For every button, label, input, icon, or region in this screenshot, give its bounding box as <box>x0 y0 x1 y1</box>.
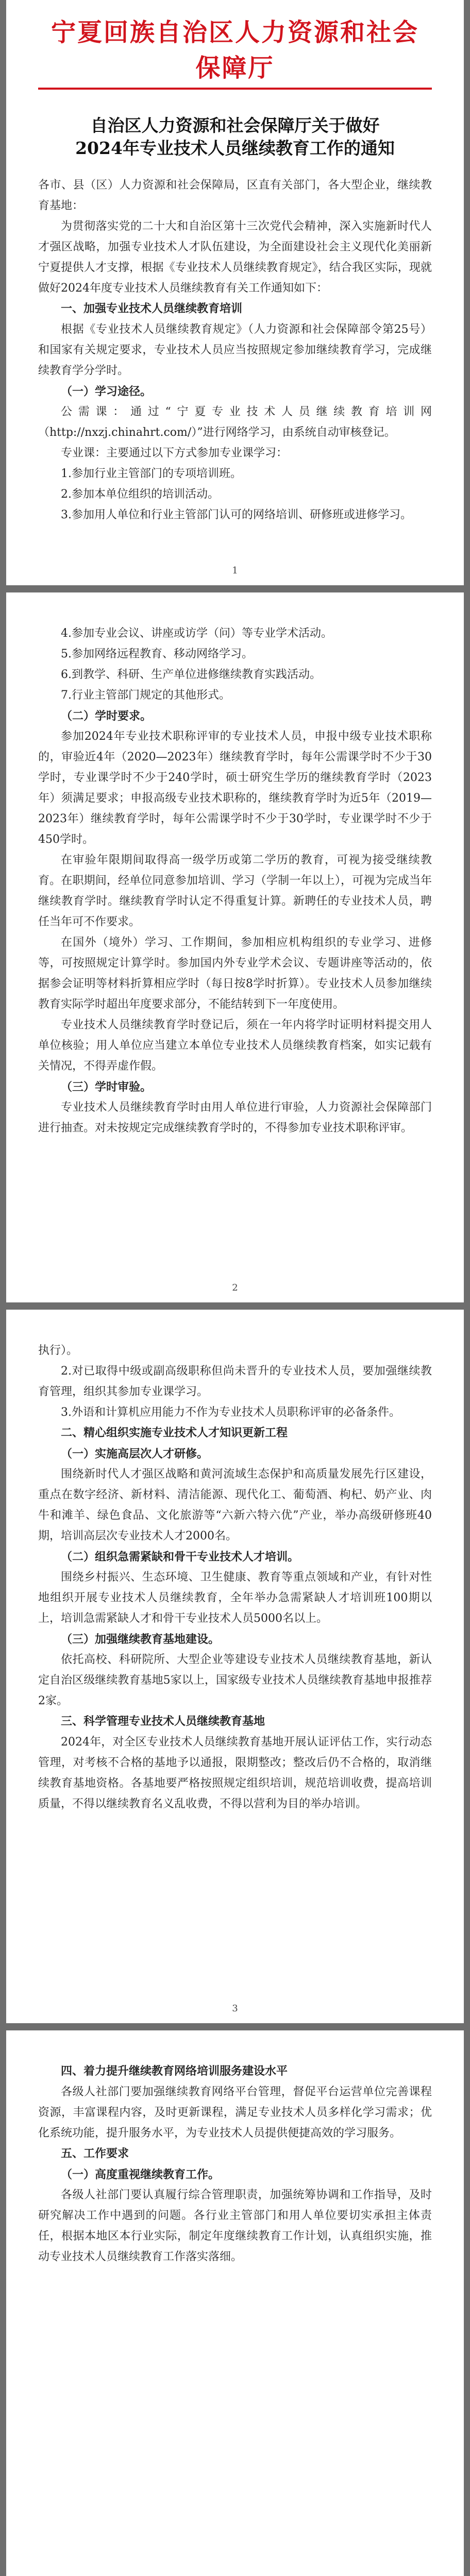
section-2-1-paragraph: 围绕新时代人才强区战略和黄河流域生态保护和高质量发展先行区建设，重点在数字经济、新材料、清洁能源、现代化工、葡萄酒、枸杞、奶产业、肉牛和滩羊、绿色食品、文化旅游等“六新六特六优”产业，举办高级研修班40期，培训高层次专业技术人才2000名。 <box>38 1468 432 1543</box>
section-5-1-heading: （一）高度重视继续教育工作。 <box>61 2168 220 2181</box>
section-1-2-paragraph-3: 在国外（境外）学习、工作期间，参加相应机构组织的专业学习、进修等，可按照规定计算学时。参加国内外专业学术会议、专题讲座等活动的，依据参会证明等材料折算相应学时（每日按8学时折算）。专业技术人员参加继续教育实际学时超出年度要求部分，不能结转到下一年度使用。 <box>38 936 432 1011</box>
section-1-2-paragraph-2: 在审验年限期间取得高一级学历或第二学历的教育，可视为接受继续教育。在职期间，经单位同意参加培训、学习（学制一年以上），可视为完成当年继续教育学时。继续教育学时认定不得重复计算。新聘任的专业技术人员，聘任当年可不作要求。 <box>38 854 432 928</box>
section-5-heading: 五、工作要求 <box>61 2147 129 2160</box>
document-page-3 <box>6 1310 464 2023</box>
list-item: 7.行业主管部门规定的其他形式。 <box>61 689 230 702</box>
page-number: 3 <box>232 2003 238 2014</box>
section-4-paragraph: 各级人社部门要加强继续教育网络平台管理，督促平台运营单位完善课程资源，丰富课程内容，及时更新课程，满足专业技术人员多样化学习需求；优化系统功能，提升服务水平，为专业技术人员提供便捷高效的学习服务。 <box>38 2086 432 2140</box>
section-1-2-paragraph: 参加2024年专业技术职称评审的专业技术人员，申报中级专业技术职称的，审验近4年（2020—2023年）继续教育学时，每年公需课学时不少于30学时，专业课学时不少于240学时，硕士研究生学历的继续教育学时（2023年）须满足要求；申报高级专业技术职称的，继续教育学时为近5年（2019—2023年）继续教育学时，每年公需课学时不少于30学时，专业课学时不少于450学时。 <box>38 730 432 846</box>
section-1-heading: 一、加强专业技术人员继续教育培训 <box>61 302 243 315</box>
section-1-1-public: 公需课：通过“宁夏专业技术人员继续教育培训网（http://nxzj.chinahrt.com/）”进行网络学习，由系统自动审核登记。 <box>38 405 432 439</box>
section-2-3-heading: （三）加强继续教育基地建设。 <box>61 1633 220 1646</box>
page-number: 1 <box>232 565 238 576</box>
section-1-2-paragraph-4: 专业技术人员继续教育学时登记后，须在一年内将学时证明材料提交用人单位核验；用人单位应当建立本单位专业技术人员继续教育档案，如实记载有关情况，不得弄虚作假。 <box>38 1019 432 1073</box>
document-page-2 <box>6 592 464 1302</box>
section-3-heading: 三、科学管理专业技术人员继续教育基地 <box>61 1715 265 1728</box>
document-page-4 <box>6 2030 464 2576</box>
list-item: 3.外语和计算机应用能力不作为专业技术人员职称评审的必备条件。 <box>61 1406 400 1419</box>
section-1-1-professional: 专业课：主要通过以下方式参加专业课学习： <box>61 447 288 460</box>
section-4-heading: 四、着力提升继续教育网络培训服务建设水平 <box>61 2065 288 2078</box>
header-rule <box>38 88 432 90</box>
continued-text: 执行）。 <box>38 1344 78 1357</box>
list-item: 2.对已取得中级或副高级职称但尚未晋升的专业技术人员，要加强继续教育管理，组织其参加专业课学习。 <box>38 1365 432 1398</box>
section-1-intro: 根据《专业技术人员继续教育规定》（人力资源和社会保障部令第25号）和国家有关规定要求，专业技术人员应当按照规定参加继续教育学习，完成继续教育学分学时。 <box>38 323 432 377</box>
section-1-1-heading: （一）学习途径。 <box>61 385 152 398</box>
section-2-3-paragraph: 依托高校、科研院所、大型企业等建设专业技术人员继续教育基地，新认定自治区级继续教育基地5家以上，国家级专业技术人员继续教育基地申报推荐2家。 <box>38 1653 432 1707</box>
list-item: 5.参加网络远程教育、移动网络学习。 <box>61 648 253 660</box>
list-item: 2.参加本单位组织的培训活动。 <box>61 488 219 501</box>
section-1-3-paragraph: 专业技术人员继续教育学时由用人单位进行审验，人力资源社会保障部门进行抽查。对未按规定完成继续教育学时的，不得参加专业技术职称评审。 <box>38 1101 432 1134</box>
section-1-2-heading: （二）学时要求。 <box>61 709 152 723</box>
list-item: 6.到教学、科研、生产单位进修继续教育实践活动。 <box>61 668 321 681</box>
section-1-3-heading: （三）学时审验。 <box>61 1080 152 1094</box>
intro-paragraph: 为贯彻落实党的二十大和自治区第十三次党代会精神，深入实施新时代人才强区战略，加强专业技术人才队伍建设，为全面建设社会主义现代化美丽新宁夏提供人才支撑，根据《专业技术人员继续教育规定》，结合我区实际，现就做好2024年度专业技术人员继续教育有关工作通知如下： <box>38 220 432 295</box>
section-2-1-heading: （一）实施高层次人才研修。 <box>61 1447 209 1461</box>
list-item: 4.参加专业会议、讲座或访学（问）等专业学术活动。 <box>61 627 332 640</box>
section-5-1-paragraph: 各级人社部门要认真履行综合管理职责，加强统筹协调和工作指导，及时研究解决工作中遇到的问题。各行业主管部门和用人单位要切实承担主体责任，根据本地区本行业实际，制定年度继续教育工作计划，认真组织实施，推动专业技术人员继续教育工作落实落细。 <box>38 2189 432 2263</box>
addressee: 各市、县（区）人力资源和社会保障局，区直有关部门，各大型企业，继续教育基地： <box>38 179 432 212</box>
section-2-2-heading: （二）组织急需紧缺和骨干专业技术人才培训。 <box>61 1550 299 1564</box>
section-2-heading: 二、精心组织实施专业技术人才知识更新工程 <box>61 1427 288 1439</box>
section-3-paragraph: 2024年，对全区专业技术人员继续教育基地开展认证评估工作，实行动态管理，对考核不合格的基地予以通报，限期整改；整改后仍不合格的，取消继续教育基地资格。各基地要严格按照规定组织培训，规范培训收费，提高培训质量，不得以继续教育名义乱收费，不得以营利为目的举办培训。 <box>38 1736 432 1810</box>
document-header: 宁夏回族自治区人力资源和社会保障厅 <box>51 18 419 82</box>
section-2-2-paragraph: 围绕乡村振兴、生态环境、卫生健康、教育等重点领域和产业，有针对性地组织开展专业技术人员继续教育，全年举办急需紧缺人才培训班100期以上，培训急需紧缺人才和骨干专业技术人员5000名以上。 <box>38 1571 432 1625</box>
list-item: 1.参加行业主管部门的专项培训班。 <box>61 467 242 480</box>
document-page-1 <box>6 0 464 585</box>
list-item: 3.参加用人单位和行业主管部门认可的网络培训、研修班或进修学习。 <box>61 509 412 521</box>
document-title: 自治区人力资源和社会保障厅关于做好 2024年专业技术人员继续教育工作的通知 <box>75 115 395 158</box>
page-number: 2 <box>232 1282 238 1293</box>
